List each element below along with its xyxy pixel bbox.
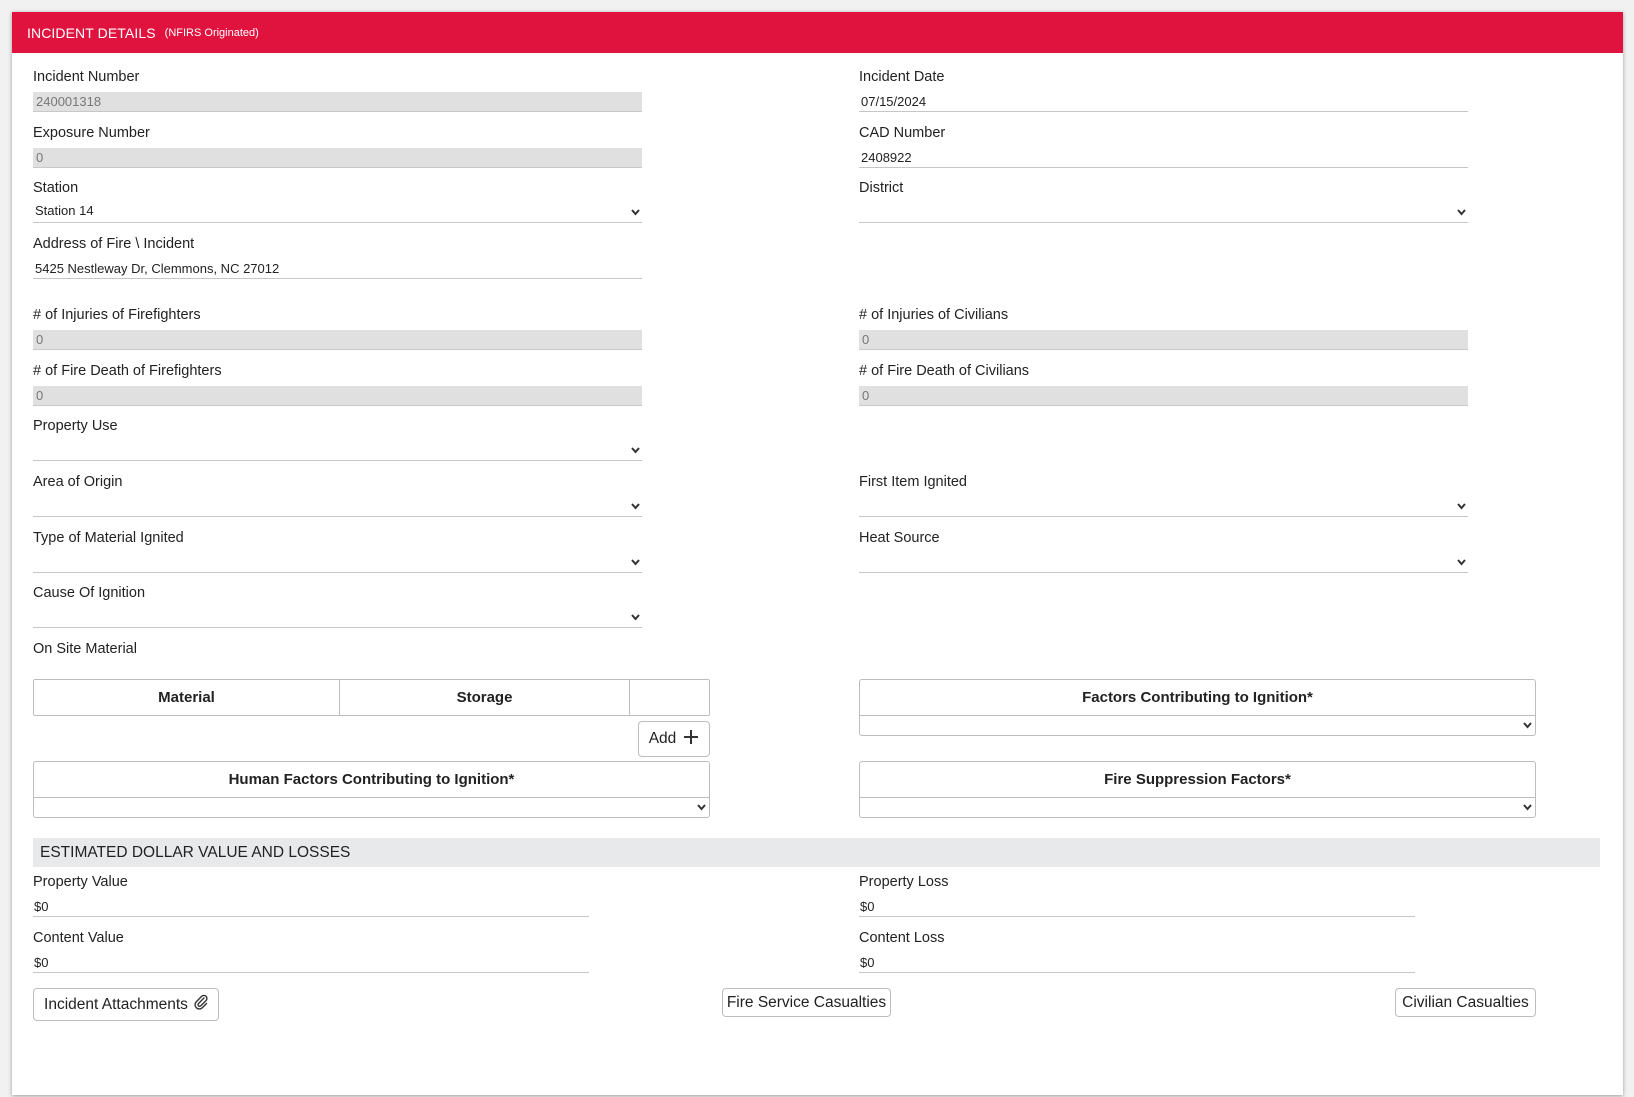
injuries-civilians-field: 0 xyxy=(859,330,1468,350)
panel-subtitle: (NFIRS Originated) xyxy=(164,26,259,39)
deaths-firefighters-field: 0 xyxy=(33,386,642,406)
add-material-button[interactable] xyxy=(638,721,710,757)
station-select[interactable] xyxy=(33,201,642,223)
fire-suppression-box xyxy=(859,761,1536,818)
incident-number-field: 240001318 xyxy=(33,92,642,112)
human-factors-select[interactable] xyxy=(34,798,709,818)
on-site-material-grid-header xyxy=(33,679,710,716)
currency-symbol: $ xyxy=(34,899,42,914)
district-select[interactable] xyxy=(859,201,1468,223)
currency-symbol: $ xyxy=(34,955,42,970)
paperclip-icon xyxy=(194,994,208,1015)
on-site-material-label: On Site Material xyxy=(33,641,137,657)
incident-details-panel xyxy=(12,12,1623,1095)
type-material-label: Type of Material Ignited xyxy=(33,530,184,546)
heat-source-select[interactable] xyxy=(859,551,1468,573)
address-label: Address of Fire \ Incident xyxy=(33,236,195,252)
currency-symbol: $ xyxy=(860,899,868,914)
first-item-ignited-label: First Item Ignited xyxy=(859,474,967,490)
property-loss-amount: 0 xyxy=(867,899,875,914)
chevron-down-icon xyxy=(631,503,640,510)
panel-title: INCIDENT DETAILS xyxy=(27,24,156,41)
column-header-storage[interactable]: Storage xyxy=(340,680,630,715)
factors-contributing-title: Factors Contributing to Ignition* xyxy=(860,680,1535,716)
injuries-firefighters-label: # of Injuries of Firefighters xyxy=(33,307,201,323)
currency-symbol: $ xyxy=(860,955,868,970)
chevron-down-icon xyxy=(1523,722,1532,729)
content-loss-amount: 0 xyxy=(867,955,875,970)
column-header-material[interactable]: Material xyxy=(34,680,340,715)
panel-header xyxy=(12,12,1623,53)
content-loss-field[interactable] xyxy=(859,953,1415,973)
incident-attachments-button[interactable] xyxy=(33,988,219,1021)
fire-suppression-title: Fire Suppression Factors* xyxy=(860,762,1535,798)
first-item-ignited-select[interactable] xyxy=(859,495,1468,517)
property-use-label: Property Use xyxy=(33,418,118,434)
content-value-label: Content Value xyxy=(33,930,124,946)
property-value-label: Property Value xyxy=(33,874,128,890)
human-factors-title: Human Factors Contributing to Ignition* xyxy=(34,762,709,798)
estimated-losses-section-header: ESTIMATED DOLLAR VALUE AND LOSSES xyxy=(33,838,1600,867)
address-field[interactable]: 5425 Nestleway Dr, Clemmons, NC 27012 xyxy=(33,259,642,279)
deaths-civilians-field: 0 xyxy=(859,386,1468,406)
column-header-actions xyxy=(630,680,709,715)
cause-ignition-select[interactable] xyxy=(33,606,642,628)
chevron-down-icon xyxy=(1457,503,1466,510)
deaths-firefighters-label: # of Fire Death of Firefighters xyxy=(33,363,222,379)
exposure-number-field: 0 xyxy=(33,148,642,168)
chevron-down-icon xyxy=(697,804,706,811)
injuries-civilians-label: # of Injuries of Civilians xyxy=(859,307,1009,323)
area-of-origin-label: Area of Origin xyxy=(33,474,123,490)
heat-source-label: Heat Source xyxy=(859,530,940,546)
content-loss-label: Content Loss xyxy=(859,930,945,946)
injuries-firefighters-field: 0 xyxy=(33,330,642,350)
property-loss-label: Property Loss xyxy=(859,874,949,890)
property-value-field[interactable] xyxy=(33,897,589,917)
property-use-select[interactable] xyxy=(33,439,642,461)
property-loss-field[interactable] xyxy=(859,897,1415,917)
factors-contributing-box xyxy=(859,679,1536,736)
incident-date-label: Incident Date xyxy=(859,69,945,85)
fire-suppression-select[interactable] xyxy=(860,798,1535,818)
district-label: District xyxy=(859,180,904,196)
attachments-button-label: Incident Attachments xyxy=(44,995,188,1013)
plus-icon xyxy=(683,729,699,750)
area-of-origin-select[interactable] xyxy=(33,495,642,517)
deaths-civilians-label: # of Fire Death of Civilians xyxy=(859,363,1030,379)
exposure-number-label: Exposure Number xyxy=(33,125,150,141)
type-material-select[interactable] xyxy=(33,551,642,573)
incident-number-label: Incident Number xyxy=(33,69,140,85)
content-value-field[interactable] xyxy=(33,953,589,973)
factors-contributing-select[interactable] xyxy=(860,716,1535,736)
chevron-down-icon xyxy=(631,447,640,454)
content-value-amount: 0 xyxy=(41,955,49,970)
human-factors-box xyxy=(33,761,710,818)
add-button-label: Add xyxy=(648,730,677,747)
chevron-down-icon xyxy=(631,559,640,566)
fire-service-casualties-button[interactable]: Fire Service Casualties xyxy=(722,988,891,1017)
cause-ignition-label: Cause Of Ignition xyxy=(33,585,146,601)
cad-number-field[interactable]: 2408922 xyxy=(859,148,1468,168)
chevron-down-icon xyxy=(1457,559,1466,566)
chevron-down-icon xyxy=(1457,209,1466,216)
station-value: Station 14 xyxy=(35,203,94,218)
civilian-casualties-button[interactable]: Civilian Casualties xyxy=(1395,988,1536,1017)
cad-number-label: CAD Number xyxy=(859,125,946,141)
chevron-down-icon xyxy=(631,614,640,621)
station-label: Station xyxy=(33,180,79,196)
chevron-down-icon xyxy=(631,209,640,216)
incident-date-field[interactable]: 07/15/2024 xyxy=(859,92,1468,112)
chevron-down-icon xyxy=(1523,804,1532,811)
property-value-amount: 0 xyxy=(41,899,49,914)
